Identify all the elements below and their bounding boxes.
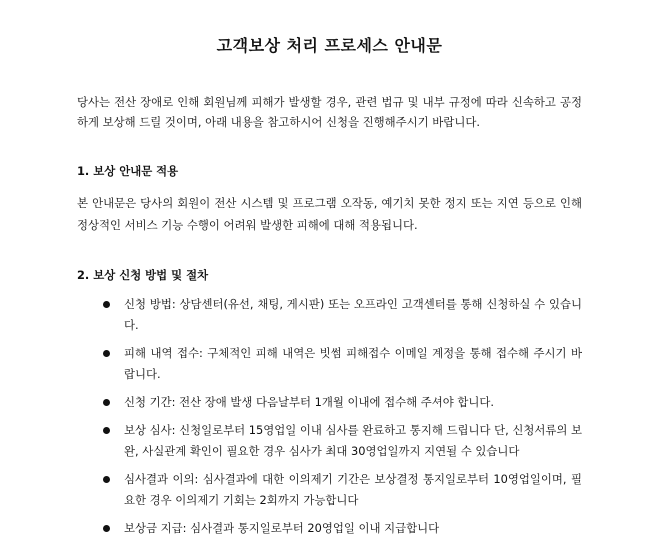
bullet-icon	[103, 427, 110, 434]
procedure-item-text: 보상 심사: 신청일로부터 15영업일 이내 심사를 완료하고 통지해 드립니다 단, 신청서류의 보완, 사실관계 확인이 필요한 경우 심사가 최대 30영업일까지 지연될 수 있습니다	[124, 423, 582, 458]
procedure-item-apply-period	[77, 392, 582, 413]
section-1-body: 본 안내문은 당사의 회원이 전산 시스템 및 프로그램 오작동, 예기치 못한 정지 또는 지연 등으로 인해 정상적인 서비스 기능 수행이 어려워 발생한 피해에 대해 적용됩니다.	[77, 196, 582, 232]
procedure-item-text: 보상금 지급: 심사결과 통지일로부터 20영업일 이내 지급합니다	[124, 521, 440, 535]
procedure-item-apply-method	[77, 294, 582, 336]
procedure-item-text: 신청 방법: 상담센터(유선, 채팅, 게시판) 또는 오프라인 고객센터를 통해 신청하실 수 있습니다.	[124, 297, 582, 332]
procedure-item-damage-report	[77, 343, 582, 385]
procedure-item-text: 신청 기간: 전산 장애 발생 다음날부터 1개월 이내에 접수해 주셔야 합니다.	[124, 395, 495, 409]
intro-paragraph: 당사는 전산 장애로 인해 회원님께 피해가 발생할 경우, 관련 법규 및 내부 규정에 따라 신속하고 공정하게 보상해 드릴 것이며, 아래 내용을 참고하시어 신청을 진행해주시기 바랍니다.	[77, 95, 582, 129]
procedure-item-payment	[77, 518, 582, 539]
document-title: 고객보상 처리 프로세스 안내문	[216, 36, 443, 55]
procedure-item-review	[77, 420, 582, 462]
bullet-icon	[103, 301, 110, 308]
procedure-item-text: 심사결과 이의: 심사결과에 대한 이의제기 기간은 보상결정 통지일로부터 10영업일이며, 필요한 경우 이의제기 기회는 2회까지 가능합니다	[124, 472, 582, 507]
procedure-list	[77, 294, 582, 539]
bullet-icon	[103, 399, 110, 406]
bullet-icon	[103, 476, 110, 483]
section-2-heading: 2. 보상 신청 방법 및 절차	[77, 268, 209, 282]
procedure-item-text: 피해 내역 접수: 구체적인 피해 내역은 빗썸 피해접수 이메일 계정을 통해 접수해 주시기 바랍니다.	[124, 346, 582, 381]
procedure-item-objection	[77, 469, 582, 511]
bullet-icon	[103, 525, 110, 532]
bullet-icon	[103, 350, 110, 357]
section-1-heading: 1. 보상 안내문 적용	[77, 164, 179, 178]
